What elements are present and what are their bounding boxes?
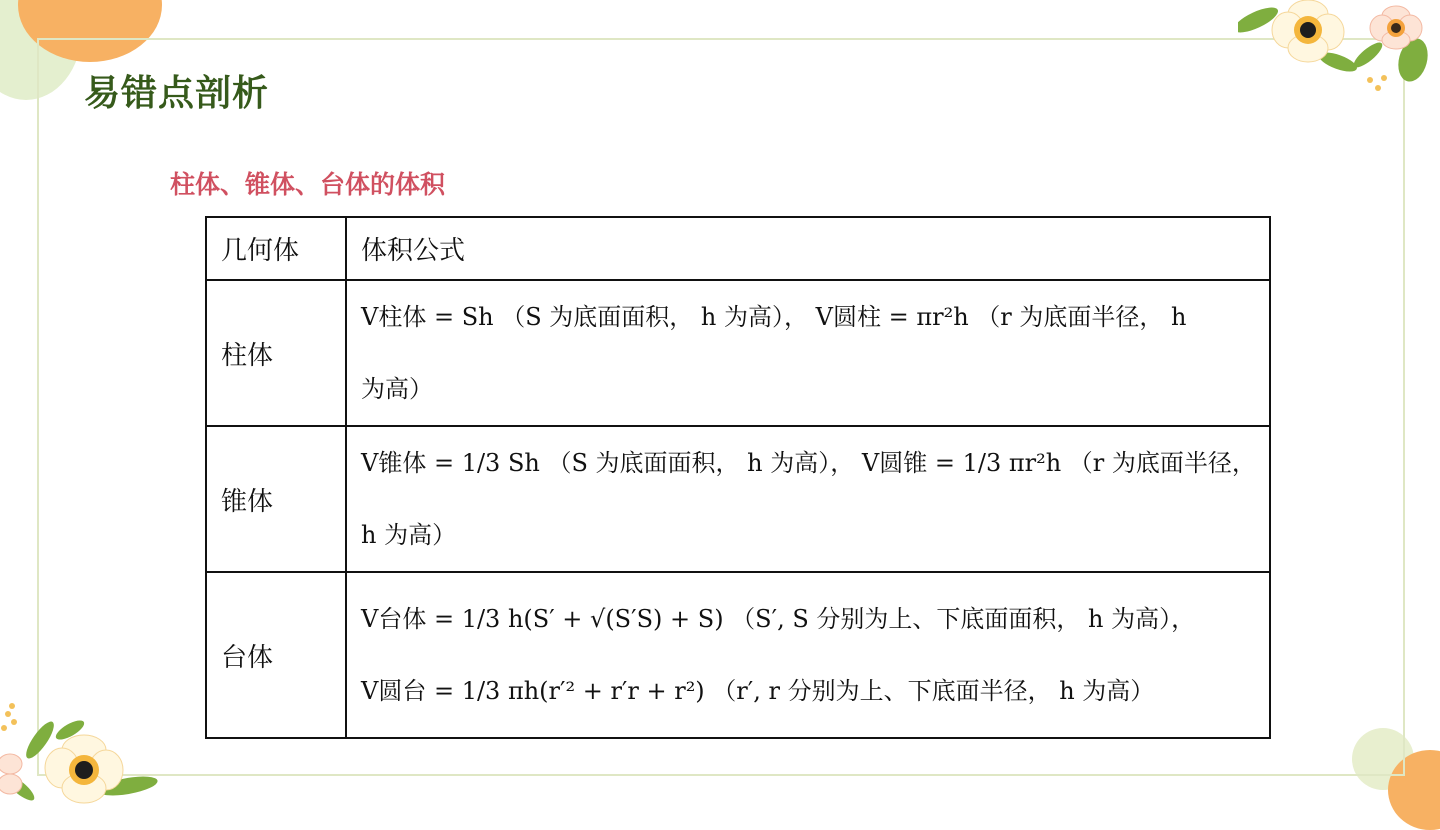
formula-cell-frustum [346, 572, 1270, 738]
header-formula-cell: 体积公式 [346, 217, 1270, 280]
shape-name-frustum: 台体 [206, 572, 346, 738]
volume-formula-table [205, 216, 1271, 739]
table-row-prism [206, 280, 1270, 426]
formula-line: V锥体 = 1/3 Sh （S 为底面面积， h 为高）， V圆锥 = 1/3 πr²h （r 为底面半径， [361, 449, 1256, 477]
table-header-row [206, 217, 1270, 280]
shape-name-pyramid: 锥体 [206, 426, 346, 572]
header-shape-cell: 几何体 [206, 217, 346, 280]
section-title: 柱体、锥体、台体的体积 [170, 170, 446, 199]
flower-decoration-top-right-icon [1238, 0, 1438, 100]
formula-cell-prism [346, 280, 1270, 426]
table-row-pyramid [206, 426, 1270, 572]
formula-line: h 为高） [361, 521, 457, 549]
formula-line: V柱体 = Sh （S 为底面面积， h 为高）， V圆柱 = πr²h （r 为底面半径， h [361, 303, 1187, 331]
formula-line: V圆台 = 1/3 πh(r′² + r′r + r²) （r′, r 分别为上、下底面半径， h 为高） [361, 677, 1155, 705]
page-title: 易错点剖析 [84, 73, 270, 114]
shape-name-prism: 柱体 [206, 280, 346, 426]
formula-cell-pyramid [346, 426, 1270, 572]
flower-decoration-bottom-left-icon [0, 700, 170, 810]
formula-line: 为高） [361, 375, 433, 403]
table-row-frustum [206, 572, 1270, 738]
formula-line: V台体 = 1/3 h(S′ + √(S′S) + S) （S′, S 分别为上、下底面面积， h 为高）， [361, 605, 1196, 633]
